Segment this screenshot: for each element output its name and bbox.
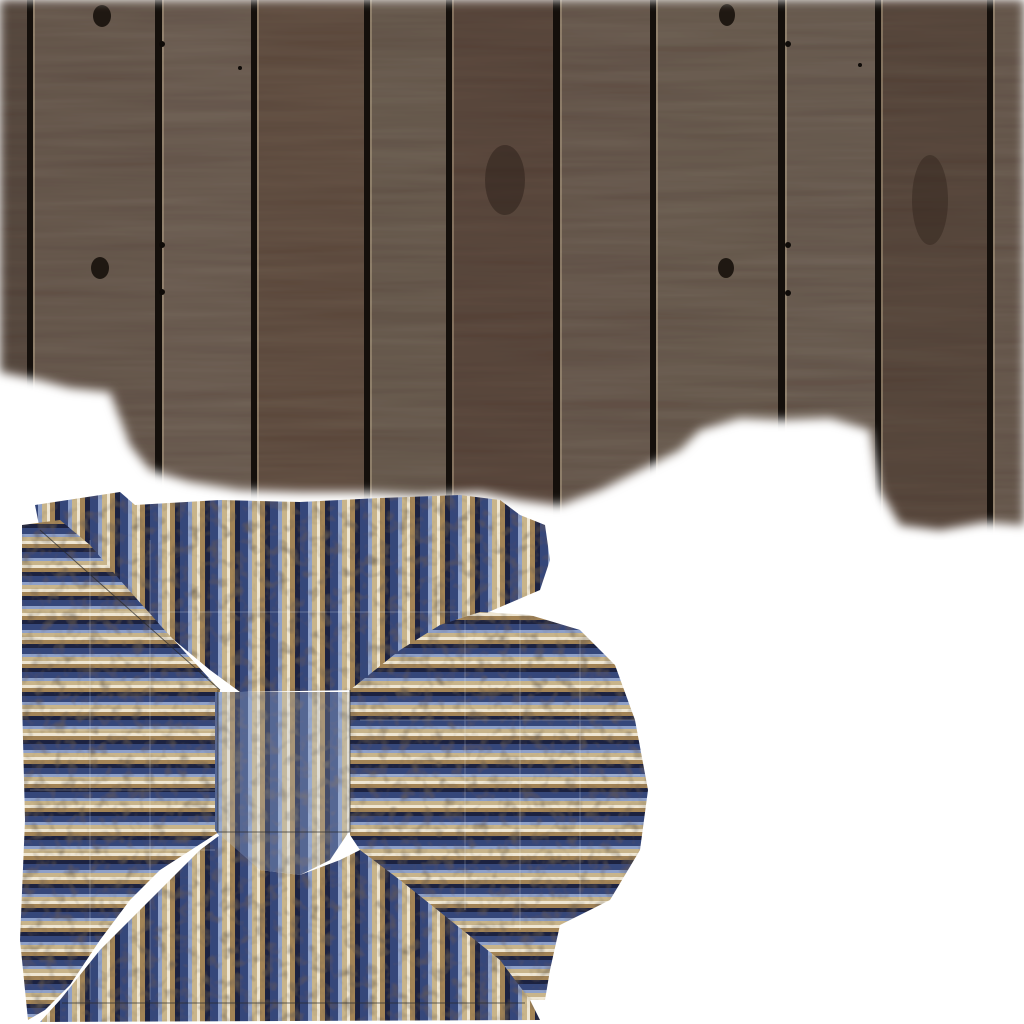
wood-plank bbox=[653, 0, 781, 540]
wood-plank bbox=[557, 0, 653, 540]
wood-plank bbox=[367, 0, 449, 540]
wood-plank bbox=[990, 0, 1024, 540]
wood-plank bbox=[781, 0, 878, 540]
wood-plank bbox=[878, 0, 990, 540]
wood-plank bbox=[255, 0, 367, 540]
wood-plank bbox=[160, 0, 255, 540]
corrugated-metal-region bbox=[0, 480, 660, 1024]
wood-plank bbox=[0, 0, 30, 540]
wood-plank bbox=[449, 0, 557, 540]
